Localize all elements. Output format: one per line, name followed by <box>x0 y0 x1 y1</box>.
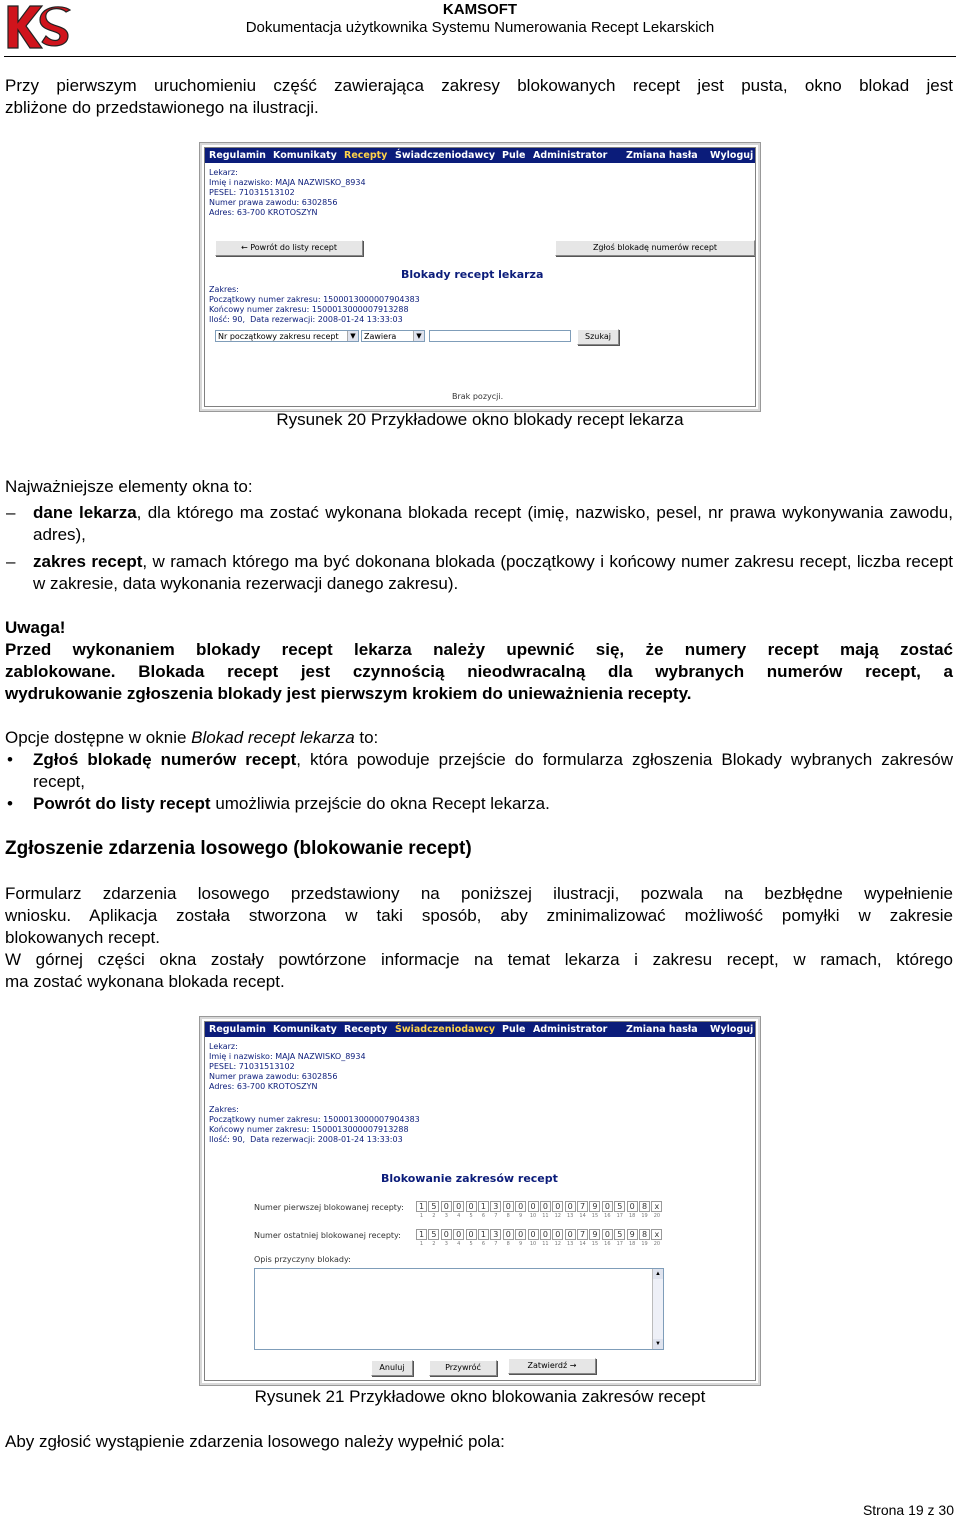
intro-line: zbliżone do przedstawionego na ilustracji. <box>5 98 319 117</box>
nav-item[interactable]: Administrator <box>533 150 608 161</box>
digit-box[interactable]: 9 <box>589 1201 600 1212</box>
digit-index: 14 <box>579 1241 586 1247</box>
digit-index: 18 <box>628 1241 636 1247</box>
intro-line: Przy pierwszym uruchomieniu część zawierająca zakresy blokowanych recept jest pusta, okno blokad jest <box>5 76 953 95</box>
digit-index: 10 <box>529 1241 537 1247</box>
digit-index: 15 <box>591 1241 599 1247</box>
digit-box[interactable]: 0 <box>453 1229 464 1240</box>
doctor-label: Lekarz: <box>209 168 238 177</box>
digit-index: 1 <box>419 1213 424 1219</box>
nav-item[interactable]: Komunikaty <box>273 1024 337 1035</box>
digit-index: 19 <box>641 1241 648 1247</box>
first-number-label: Numer pierwszej blokowanej recepty: <box>254 1203 404 1212</box>
digit-index: 13 <box>567 1241 574 1247</box>
nav-item[interactable]: Wyloguj <box>710 150 754 161</box>
digit-box[interactable]: 5 <box>614 1229 625 1240</box>
header-divider <box>4 56 956 57</box>
digit-box[interactable]: 0 <box>528 1229 539 1240</box>
digit-index: 17 <box>616 1213 623 1219</box>
nav-item[interactable]: Regulamin <box>209 1024 266 1035</box>
options-intro <box>5 727 953 749</box>
scroll-down-icon[interactable]: ▼ <box>653 1339 663 1349</box>
list-item-text: , w ramach którego ma być dokonana blokada (początkowy i końcowy numer zakresu <box>142 552 795 571</box>
options-intro-text: to: <box>354 728 379 747</box>
range-line: Ilość: 90, Data rezerwacji: 2008-01-24 13:33:03 <box>209 1135 403 1144</box>
digit-box[interactable]: 0 <box>503 1229 514 1240</box>
digit-index: 16 <box>604 1213 611 1219</box>
digit-index: 10 <box>529 1213 537 1219</box>
digit-index: 20 <box>653 1241 661 1247</box>
digit-box[interactable]: x <box>651 1201 662 1212</box>
range-line: Początkowy numer zakresu: 1500013000007904383 <box>209 295 420 304</box>
option-item-continuation: zakresów recept, <box>33 750 953 791</box>
nav-item[interactable]: Recepty <box>344 1024 388 1035</box>
nav-item[interactable]: Pule <box>502 150 526 161</box>
digit-box[interactable]: 0 <box>453 1201 464 1212</box>
digit-index: 5 <box>469 1241 473 1247</box>
digit-box[interactable]: 9 <box>589 1229 600 1240</box>
digit-box[interactable]: 1 <box>478 1229 489 1240</box>
list-item-bold: zakres recept <box>33 552 143 571</box>
digit-index: 9 <box>519 1241 523 1247</box>
digit-box[interactable]: 0 <box>552 1229 563 1240</box>
digit-box[interactable]: 7 <box>577 1201 588 1212</box>
options-intro-italic: Blokad recept lekarza <box>191 728 355 747</box>
last-number-index <box>416 1241 664 1247</box>
digit-index: 7 <box>494 1213 498 1219</box>
nav-item[interactable]: Świadczeniodawcy <box>395 150 496 161</box>
doctor-label: Lekarz: <box>209 1042 238 1051</box>
figure-21-caption: Rysunek 21 Przykładowe okno blokowania zakresów recept <box>254 1387 706 1406</box>
digit-box[interactable]: 0 <box>528 1201 539 1212</box>
digit-box[interactable]: 7 <box>577 1229 588 1240</box>
app-navbar <box>205 148 755 163</box>
filter-field-value: Nr początkowy zakresu recept <box>218 332 339 341</box>
nav-item[interactable]: Zmiana hasła <box>626 150 698 161</box>
form-paragraph <box>5 883 953 993</box>
confirm-button[interactable]: Zatwierdź → <box>508 1358 596 1374</box>
digit-index: 6 <box>481 1241 486 1247</box>
list-item <box>33 502 953 546</box>
digit-box[interactable]: 5 <box>428 1201 439 1212</box>
list-item-text: , dla którego ma zostać wykonana blokada recept (imię, nazwisko, pesel, nr prawa <box>136 503 776 522</box>
page-number: Strona 19 z 30 <box>862 1502 954 1518</box>
digit-box[interactable]: x <box>651 1229 662 1240</box>
scrollbar[interactable] <box>652 1269 663 1349</box>
digit-box[interactable]: 0 <box>466 1201 477 1212</box>
digit-index: 15 <box>591 1213 599 1219</box>
dash-marker: – <box>6 552 16 571</box>
figure-20-screenshot <box>199 142 761 412</box>
digit-index: 18 <box>628 1213 636 1219</box>
digit-box[interactable]: 0 <box>552 1201 563 1212</box>
digit-box[interactable]: 0 <box>515 1229 526 1240</box>
window-title: Blokady recept lekarza <box>401 268 544 281</box>
digit-box[interactable]: 0 <box>540 1201 551 1212</box>
intro-paragraph <box>5 75 953 119</box>
nav-item[interactable]: Wyloguj <box>710 1024 754 1035</box>
nav-item[interactable]: Regulamin <box>209 150 266 161</box>
digit-box[interactable]: 0 <box>602 1229 613 1240</box>
figure-20-caption: Rysunek 20 Przykładowe okno blokady recept lekarza <box>276 410 684 429</box>
closing-paragraph: Aby zgłosić wystąpienie zdarzenia losowego należy wypełnić pola: <box>5 1432 505 1451</box>
reason-label: Opis przyczyny blokady: <box>254 1255 351 1264</box>
warning-title: Uwaga! <box>5 618 66 637</box>
window-title: Blokowanie zakresów recept <box>381 1172 558 1185</box>
option-item-text: , która powoduje przejście do formularza zgłoszenia Blokady wybranych <box>296 750 873 769</box>
digit-index: 3 <box>444 1213 448 1219</box>
digit-box[interactable]: 0 <box>466 1229 477 1240</box>
list-item <box>33 551 953 595</box>
digit-index: 12 <box>554 1213 561 1219</box>
nav-item[interactable]: Zmiana hasła <box>626 1024 698 1035</box>
digit-index: 19 <box>641 1213 648 1219</box>
dash-marker: – <box>6 503 16 522</box>
digit-box[interactable]: 8 <box>639 1201 650 1212</box>
form-line: ma zostać wykonana blokada recept. <box>5 972 285 991</box>
list-item-continuation: recept, liczba recept w zakresie, data wykonania rezerwacji danego zakresu). <box>33 552 953 593</box>
digit-box[interactable]: 0 <box>602 1201 613 1212</box>
digit-index: 2 <box>432 1241 436 1247</box>
range-line: Końcowy numer zakresu: 1500013000007913288 <box>209 1125 409 1134</box>
digit-index: 5 <box>469 1213 473 1219</box>
report-block-button[interactable]: Zgłoś blokadę numerów recept <box>555 240 755 256</box>
digit-box[interactable]: 1 <box>416 1201 427 1212</box>
digit-box[interactable]: 0 <box>565 1201 576 1212</box>
digit-index: 4 <box>457 1241 461 1247</box>
digit-index: 6 <box>481 1213 486 1219</box>
restore-button[interactable]: Przywróć <box>429 1360 497 1376</box>
doctor-line: Numer prawa zawodu: 6302856 <box>209 198 338 207</box>
digit-box[interactable]: 3 <box>490 1201 501 1212</box>
cancel-button[interactable]: Anuluj <box>371 1360 413 1376</box>
digit-box[interactable]: 0 <box>540 1229 551 1240</box>
nav-item[interactable]: Pule <box>502 1024 526 1035</box>
nav-item-active[interactable]: Recepty <box>344 150 388 161</box>
search-button[interactable]: Szukaj <box>577 329 619 345</box>
option-item-text: umożliwia przejście do okna Recept lekarza. <box>210 794 550 813</box>
digit-box[interactable]: 3 <box>490 1229 501 1240</box>
digit-index: 20 <box>653 1213 661 1219</box>
warning-line: Przed wykonaniem blokady recept lekarza należy upewnić się, że numery recept mają zostać <box>5 640 953 659</box>
app-navbar <box>205 1022 755 1037</box>
digit-index: 2 <box>432 1213 436 1219</box>
doctor-line: PESEL: 71031513102 <box>209 1062 295 1071</box>
section-heading: Zgłoszenie zdarzenia losowego (blokowanie recept) <box>5 838 472 859</box>
form-line: blokowanych recept. <box>5 928 160 947</box>
digit-box[interactable]: 5 <box>428 1229 439 1240</box>
chevron-down-icon: ▼ <box>347 331 358 341</box>
header-title: KAMSOFT <box>442 1 518 18</box>
filter-value-input[interactable] <box>429 330 571 342</box>
doctor-line: Imię i nazwisko: MAJA NAZWISKO_8934 <box>209 178 366 187</box>
digit-box[interactable]: 0 <box>565 1229 576 1240</box>
range-label: Zakres: <box>209 285 239 294</box>
range-label: Zakres: <box>209 1105 239 1114</box>
digit-box[interactable]: 9 <box>627 1229 638 1240</box>
warning-line: zablokowane. Blokada recept jest czynnością nieodwracalną dla wybranych numerów recept, a <box>5 662 953 681</box>
range-line: Końcowy numer zakresu: 1500013000007913288 <box>209 305 409 314</box>
digit-index: 9 <box>519 1213 523 1219</box>
filter-operator-value: Zawiera <box>364 332 397 341</box>
digit-index: 17 <box>616 1241 623 1247</box>
chevron-down-icon: ▼ <box>413 331 424 341</box>
doctor-line: Numer prawa zawodu: 6302856 <box>209 1072 338 1081</box>
digit-box[interactable]: 1 <box>478 1201 489 1212</box>
option-item <box>33 749 953 793</box>
bullet-marker: • <box>7 794 13 813</box>
first-number-digits[interactable] <box>416 1201 664 1212</box>
back-to-list-button[interactable]: ← Powrót do listy recept <box>215 240 363 256</box>
digit-box[interactable]: 0 <box>515 1201 526 1212</box>
reason-textarea[interactable] <box>254 1268 664 1350</box>
digit-index: 11 <box>542 1241 549 1247</box>
doctor-line: Imię i nazwisko: MAJA NAZWISKO_8934 <box>209 1052 366 1061</box>
digit-index: 8 <box>506 1213 510 1219</box>
option-item <box>33 793 953 815</box>
form-line: W górnej części okna zostały powtórzone informacje na temat lekarza i zakresu recept, w ramach, którego <box>5 950 953 969</box>
doctor-line: PESEL: 71031513102 <box>209 188 295 197</box>
digit-box[interactable]: 0 <box>441 1229 452 1240</box>
digit-box[interactable]: 8 <box>639 1229 650 1240</box>
option-item-bold: Powrót do listy recept <box>33 794 211 813</box>
list-item-continuation: wykonywania zawodu, adres), <box>33 503 953 544</box>
filter-operator-select[interactable] <box>361 330 425 342</box>
empty-list-text: Brak pozycji. <box>452 392 504 401</box>
digit-index: 1 <box>419 1241 424 1247</box>
nav-item-active[interactable]: Świadczeniodawcy <box>395 1024 496 1035</box>
warning-block <box>5 617 953 705</box>
last-number-label: Numer ostatniej blokowanej recepty: <box>254 1231 401 1240</box>
first-number-index <box>416 1213 664 1219</box>
doctor-line: Adres: 63-700 KROTOSZYN <box>209 208 318 217</box>
form-line: wniosku. Aplikacja została stworzona w taki sposób, aby zminimalizować możliwość pomyłki w zakresie <box>5 906 953 925</box>
last-number-digits[interactable] <box>416 1229 664 1240</box>
scroll-up-icon[interactable]: ▲ <box>653 1269 663 1279</box>
header-subtitle: Dokumentacja użytkownika Systemu Numerowania Recept Lekarskich <box>245 19 715 36</box>
digit-box[interactable]: 1 <box>416 1229 427 1240</box>
digit-box[interactable]: 0 <box>627 1201 638 1212</box>
digit-index: 11 <box>542 1213 549 1219</box>
digit-index: 4 <box>457 1213 461 1219</box>
form-line: Formularz zdarzenia losowego przedstawiony na poniższej ilustracji, pozwala na bezbłędne wypełnienie <box>5 884 953 903</box>
options-intro-text: Opcje dostępne w oknie <box>5 728 192 747</box>
range-line: Początkowy numer zakresu: 1500013000007904383 <box>209 1115 420 1124</box>
warning-line: wydrukowanie zgłoszenia blokady jest pierwszym krokiem do unieważnienia recepty. <box>5 684 692 703</box>
option-item-bold: Zgłoś blokadę numerów recept <box>33 750 297 769</box>
list-item-bold: dane lekarza <box>33 503 137 522</box>
digit-index: 13 <box>567 1213 574 1219</box>
digit-box[interactable]: 5 <box>614 1201 625 1212</box>
digit-box[interactable]: 0 <box>503 1201 514 1212</box>
digit-index: 8 <box>506 1241 510 1247</box>
figure-21-screenshot <box>199 1016 761 1386</box>
filter-field-select[interactable] <box>215 330 359 342</box>
doctor-line: Adres: 63-700 KROTOSZYN <box>209 1082 318 1091</box>
digit-index: 3 <box>444 1241 448 1247</box>
nav-item[interactable]: Administrator <box>533 1024 608 1035</box>
digit-box[interactable]: 0 <box>441 1201 452 1212</box>
digit-index: 14 <box>579 1213 586 1219</box>
digit-index: 16 <box>604 1241 611 1247</box>
bullet-marker: • <box>7 750 13 769</box>
range-line: Ilość: 90, Data rezerwacji: 2008-01-24 13:33:03 <box>209 315 403 324</box>
elements-intro: Najważniejsze elementy okna to: <box>5 477 253 496</box>
nav-item[interactable]: Komunikaty <box>273 150 337 161</box>
digit-index: 12 <box>554 1241 561 1247</box>
digit-index: 7 <box>494 1241 498 1247</box>
